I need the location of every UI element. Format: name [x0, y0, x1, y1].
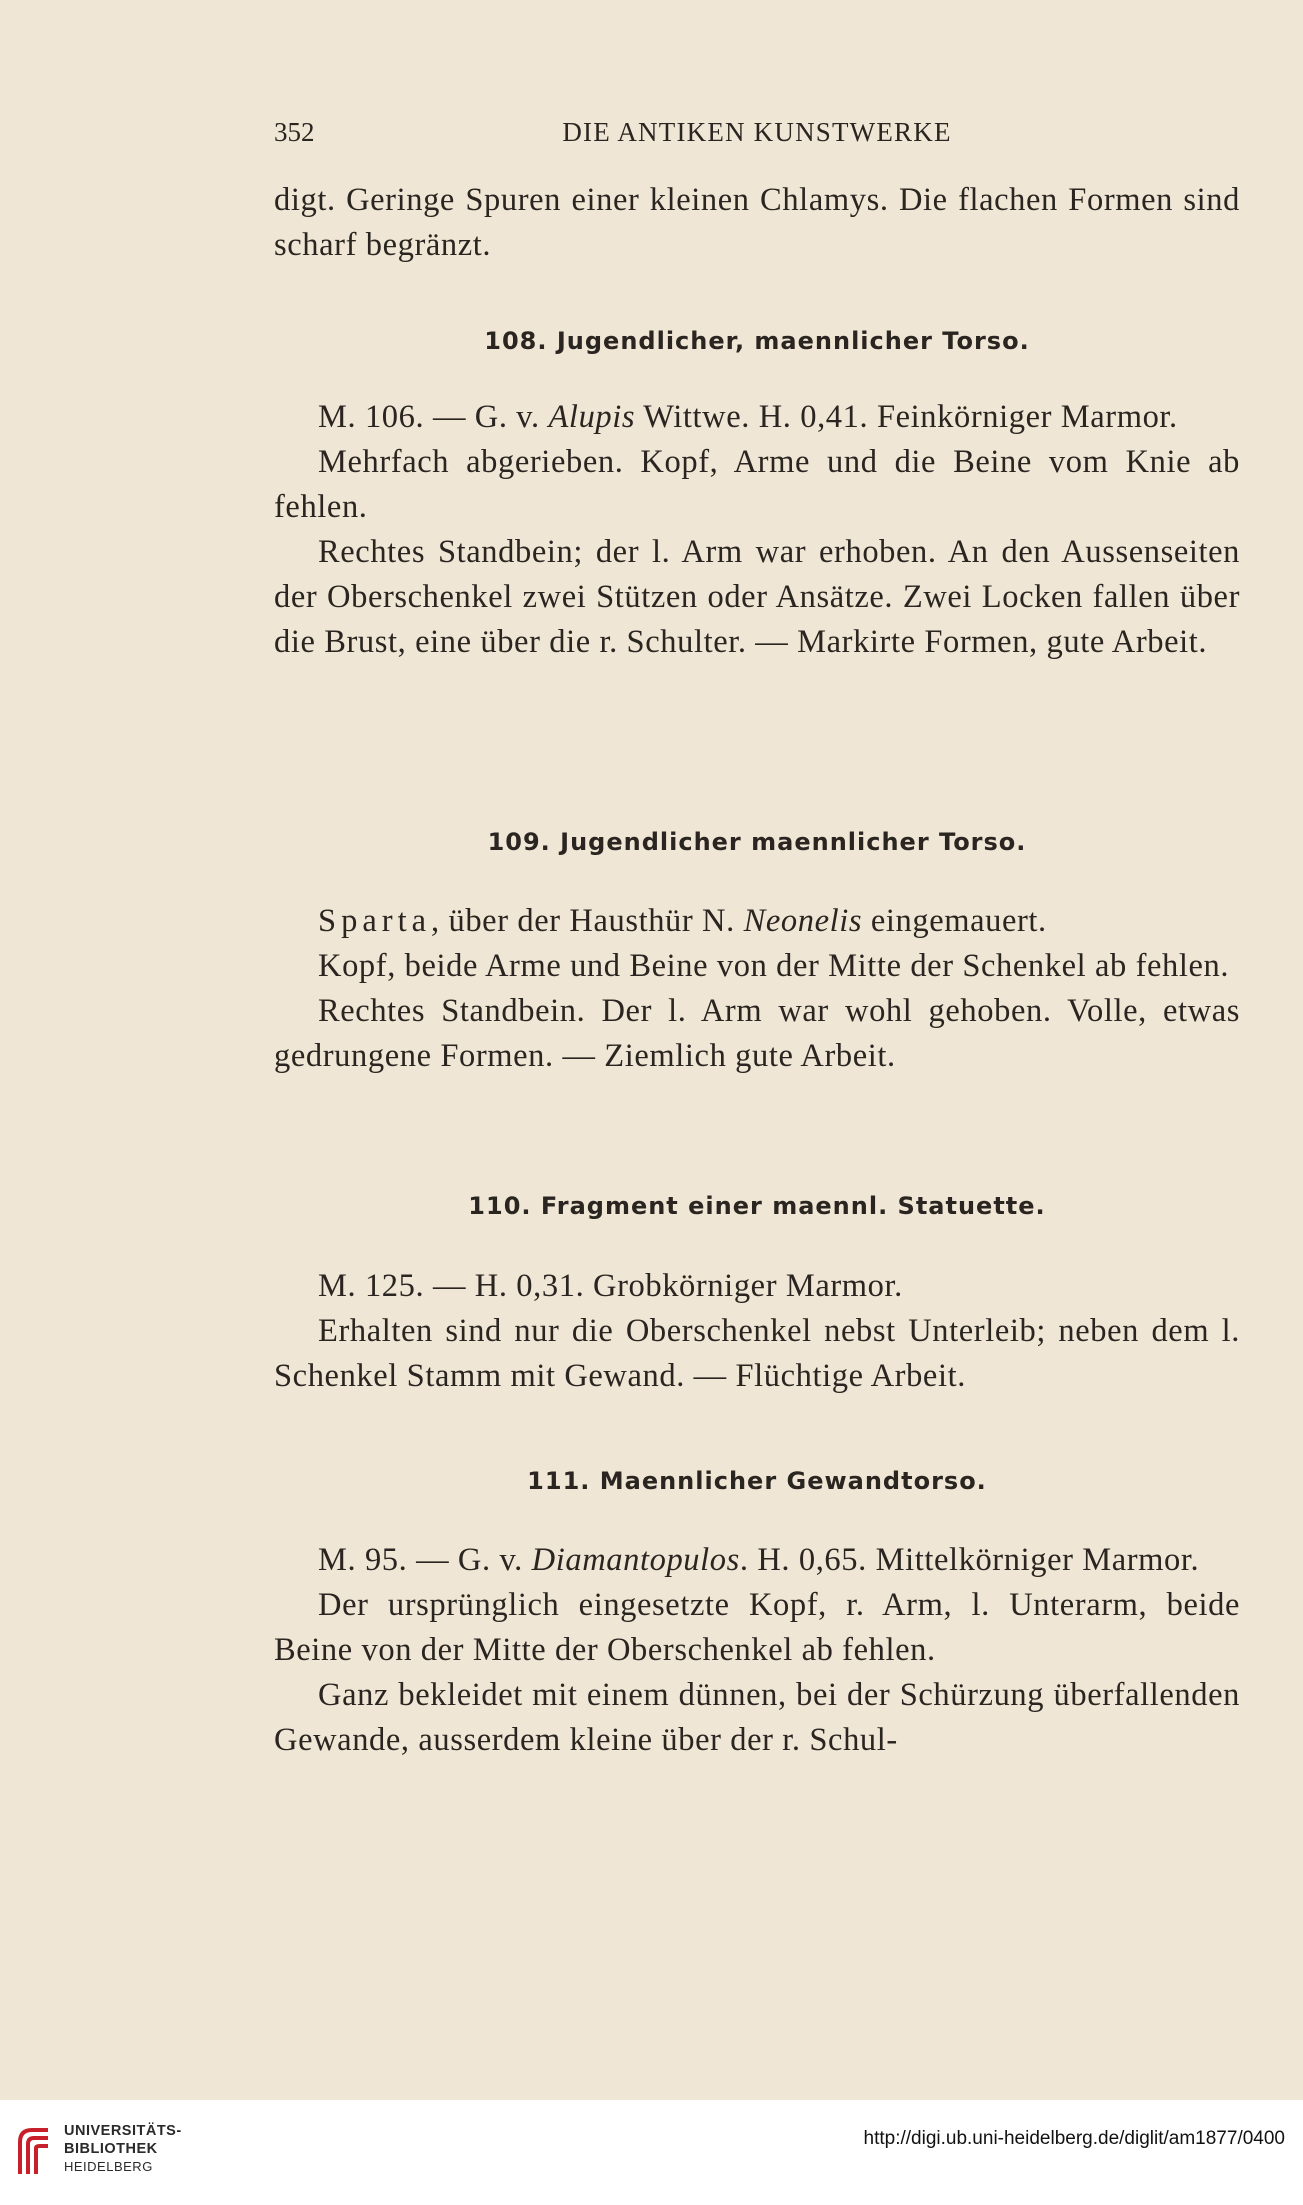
paragraph-111-provenance — [274, 1538, 1240, 1583]
running-title: DIE ANTIKEN KUNSTWERKE — [562, 117, 952, 147]
owner-name: Alupis — [548, 399, 636, 435]
ub-heidelberg-logo-icon — [14, 2122, 54, 2180]
institution-name — [64, 2122, 182, 2176]
paragraph-111-condition: Der ursprünglich eingesetzte Kopf, r. Arm, l. Unterarm, beide Beine von der Mitte der Oberschenkel ab fehlen. — [274, 1587, 1240, 1668]
section-heading-108: 108. Jugendlicher, maennlicher Torso. — [484, 327, 1030, 355]
institution-line-2: BIBLIOTHEK — [64, 2141, 158, 2157]
text-span: . H. 0,65. Mittelkörniger Marmor. — [739, 1542, 1200, 1578]
paragraph-109-description: Rechtes Standbein. Der l. Arm war wohl gehoben. Volle, etwas gedrungene Formen. — Ziemlich gute Arbeit. — [274, 993, 1240, 1074]
institution-line-3: HEIDELBERG — [64, 2159, 153, 2174]
text-span: eingemauert. — [862, 903, 1047, 939]
section-heading-110: 110. Fragment einer maennl. Statuette. — [468, 1192, 1046, 1220]
section-110-heading-wrap — [274, 1184, 1240, 1229]
institution-line-1: UNIVERSITÄTS- — [64, 2123, 182, 2139]
running-head — [274, 117, 1240, 157]
paragraph-108-condition: Mehrfach abgerieben. Kopf, Arme und die Beine vom Knie ab fehlen. — [274, 444, 1240, 525]
text-block-1 — [274, 178, 1240, 268]
text-span: M. 106. — G. v. — [318, 399, 549, 435]
digitization-footer — [0, 2100, 1303, 2205]
section-109-heading-wrap — [274, 820, 1240, 865]
owner-name: Neonelis — [743, 903, 863, 939]
paragraph-111-description: Ganz bekleidet mit einem dünnen, bei der Schürzung überfallenden Gewande, ausserdem kleine über der r. Schul- — [274, 1677, 1240, 1758]
paragraph-110-description: Erhalten sind nur die Oberschenkel nebst Unterleib; neben dem l. Schenkel Stamm mit Gewand. — Flüchtige Arbeit. — [274, 1313, 1240, 1394]
owner-name: Diamantopulos — [531, 1542, 740, 1578]
paragraph-108-provenance — [274, 395, 1240, 440]
paragraph-110-provenance: M. 125. — H. 0,31. Grobkörniger Marmor. — [318, 1268, 903, 1304]
place-name: Sparta — [318, 903, 432, 939]
section-111-heading-wrap — [274, 1459, 1240, 1504]
paragraph-continuation: digt. Geringe Spuren einer kleinen Chlamys. Die flachen Formen sind scharf begränzt. — [274, 182, 1240, 263]
text-span: Wittwe. H. 0,41. Feinkörniger Marmor. — [635, 399, 1178, 435]
text-span: M. 95. — G. v. — [318, 1542, 532, 1578]
section-108-heading-wrap — [274, 319, 1240, 364]
section-111 — [274, 1538, 1240, 1763]
section-108 — [274, 395, 1240, 665]
section-heading-111: 111. Maennlicher Gewandtorso. — [527, 1467, 987, 1495]
paragraph-109-provenance — [274, 899, 1240, 944]
paragraph-108-description: Rechtes Standbein; der l. Arm war erhoben. An den Aussenseiten der Oberschenkel zwei Stützen oder Ansätze. Zwei Locken fallen über die Brust, eine über die r. Schulter. — Markirte Formen, gute Arbeit. — [274, 534, 1240, 660]
permalink-url[interactable]: http://digi.ub.uni-heidelberg.de/diglit/am1877/0400 — [863, 2128, 1285, 2149]
paragraph-109-condition: Kopf, beide Arme und Beine von der Mitte der Schenkel ab fehlen. — [318, 948, 1230, 984]
text-span: , über der Hausthür N. — [431, 903, 744, 939]
section-109 — [274, 899, 1240, 1079]
page-number: 352 — [274, 117, 315, 147]
section-heading-109: 109. Jugendlicher maennlicher Torso. — [487, 828, 1027, 856]
section-110 — [274, 1264, 1240, 1399]
